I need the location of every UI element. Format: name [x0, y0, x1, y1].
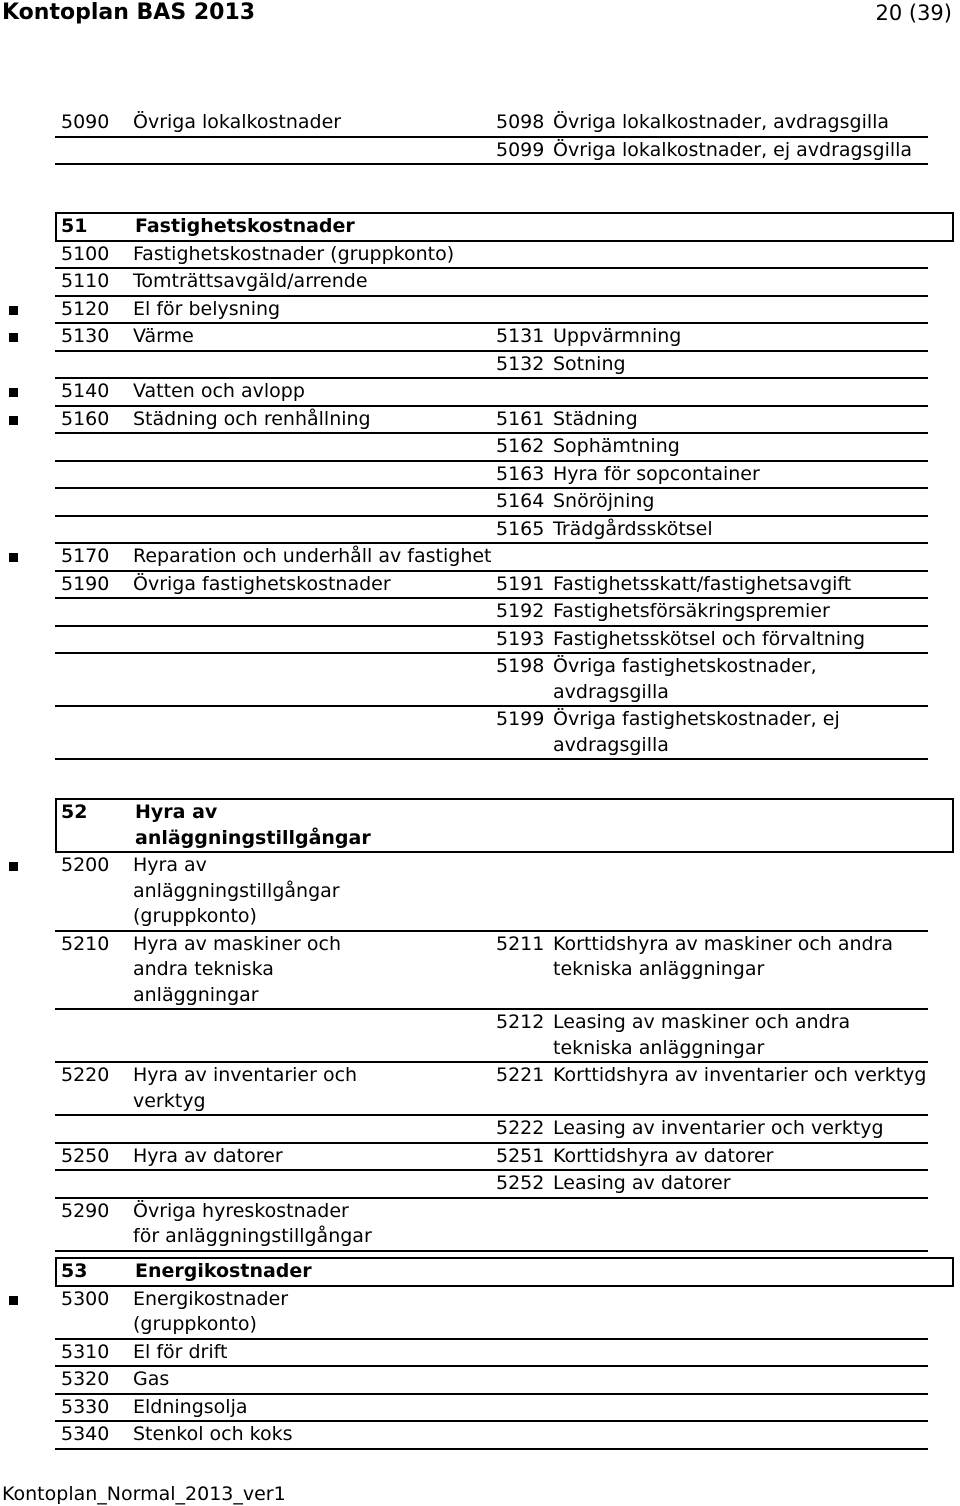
account-code [55, 434, 133, 460]
sub-account-name: Fastighetsskötsel och förvaltning [553, 627, 866, 650]
account-code: 5110 [61, 270, 110, 292]
sub-account-code: 5221 [496, 1064, 545, 1086]
account-name [133, 654, 496, 705]
sub-accounts-empty [378, 1367, 928, 1393]
group-header-row [55, 212, 954, 242]
account-code: 5130 [61, 325, 110, 347]
account-name: Vatten och avlopp [133, 380, 305, 402]
account-code [55, 1116, 133, 1142]
sub-account-code: 5165 [496, 517, 545, 540]
sub-account-code: 5252 [496, 1172, 545, 1194]
account-row [55, 1340, 928, 1368]
sub-account-name: Korttidshyra av inventarier och verktyg [553, 1064, 927, 1086]
account-name [133, 1171, 378, 1197]
sub-account-row [55, 138, 928, 166]
sub-account [496, 352, 928, 378]
sub-accounts-empty [496, 242, 928, 268]
account-code: 5220 [61, 1064, 110, 1086]
sub-account-name: Övriga fastighetskostnader, ej avdragsgilla [553, 708, 840, 756]
bullet-marker [9, 1296, 18, 1305]
account-code: 5160 [61, 407, 110, 430]
account-row [55, 242, 928, 270]
bullet-marker [9, 333, 18, 342]
sub-account-row [55, 1010, 928, 1063]
account-row [55, 1063, 928, 1116]
sub-accounts-empty [378, 853, 928, 930]
sub-account-code: 5199 [496, 708, 545, 730]
group-code: 52 [61, 801, 88, 823]
account-name: El för belysning [133, 297, 281, 320]
account-name [133, 138, 496, 164]
account-name: Reparation och underhåll av fastighet [133, 545, 492, 567]
account-code: 5210 [61, 932, 110, 955]
account-code: 5320 [61, 1368, 110, 1390]
account-row [55, 544, 928, 572]
bullet-marker [9, 306, 18, 315]
sub-account [496, 1171, 928, 1197]
account-code: 5340 [61, 1423, 110, 1445]
account-row [55, 932, 928, 1011]
account-name: Tomträttsavgäld/arrende [133, 270, 368, 292]
sub-accounts-empty [496, 379, 928, 405]
sub-account-name: Sophämtning [553, 435, 680, 457]
account-row [55, 324, 928, 352]
sub-account [496, 627, 928, 653]
account-code [55, 707, 133, 758]
footer-text: Kontoplan_Normal_2013_ver1 [2, 1483, 286, 1505]
account-code [55, 1010, 133, 1061]
group-name: Fastighetskostnader [135, 215, 355, 237]
account-name: Städning och renhållning [133, 407, 371, 430]
sub-account [496, 434, 928, 460]
sub-account-code: 5191 [496, 572, 545, 595]
bullet-marker [9, 862, 18, 871]
sub-account-code: 5132 [496, 352, 545, 375]
group-name: Hyra av anläggningstillgångar [135, 801, 371, 849]
sub-account [496, 489, 928, 515]
sub-account-code: 5211 [496, 932, 545, 955]
sub-account-code: 5163 [496, 462, 545, 485]
sub-account-code: 5164 [496, 490, 545, 512]
account-code [55, 654, 133, 705]
account-row [55, 379, 928, 407]
sub-account-name: Övriga lokalkostnader, ej avdragsgilla [553, 138, 913, 161]
sub-accounts-empty [496, 544, 928, 570]
sub-account [496, 707, 928, 758]
account-name: Övriga hyreskostnader för anläggningstillgångar [133, 1199, 372, 1247]
account-name [133, 517, 496, 543]
account-code [55, 627, 133, 653]
account-code: 5330 [61, 1395, 110, 1418]
sub-account-code: 5099 [496, 138, 545, 161]
sub-account-row [55, 352, 928, 380]
account-code: 5200 [61, 854, 110, 876]
sub-account-name: Leasing av maskiner och andra tekniska anläggningar [553, 1011, 851, 1059]
sub-account-row [55, 599, 928, 627]
account-name: Fastighetskostnader (gruppkonto) [133, 242, 455, 265]
page-title: Kontoplan BAS 2013 [2, 0, 256, 25]
sub-account-row [55, 654, 928, 707]
sub-account-row [55, 1171, 928, 1199]
sub-account-row [55, 462, 928, 490]
account-code [55, 462, 133, 488]
account-row [55, 853, 928, 932]
sub-account [496, 599, 928, 625]
group-header-row [55, 798, 954, 853]
sub-account-code: 5098 [496, 111, 545, 133]
sub-account [496, 324, 928, 350]
account-row [55, 572, 928, 600]
sub-account-row [55, 517, 928, 545]
bullet-marker [9, 416, 18, 425]
account-name [133, 1010, 378, 1061]
account-code [55, 1171, 133, 1197]
sub-accounts-empty [378, 1199, 928, 1250]
account-name: El för drift [133, 1340, 228, 1363]
account-code: 5300 [61, 1287, 110, 1310]
account-name [133, 627, 496, 653]
account-name: Energikostnader (gruppkonto) [133, 1287, 289, 1335]
sub-account-name: Korttidshyra av maskiner och andra tekniska anläggningar [553, 932, 894, 980]
account-name: Hyra av anläggningstillgångar (gruppkonto) [133, 854, 340, 927]
account-name: Eldningsolja [133, 1395, 248, 1418]
account-row [55, 1395, 928, 1423]
account-code: 5250 [61, 1144, 110, 1167]
account-name: Hyra av inventarier och verktyg [133, 1064, 358, 1112]
account-name [133, 462, 496, 488]
sub-account [496, 654, 928, 705]
account-row [55, 297, 928, 325]
sub-accounts-empty [496, 297, 928, 323]
sub-account [496, 572, 928, 598]
account-code [55, 352, 133, 378]
account-name [133, 1116, 378, 1142]
group-header-row [55, 1257, 954, 1287]
sub-account-name: Leasing av inventarier och verktyg [553, 1117, 884, 1139]
sub-account-name: Uppvärmning [553, 325, 682, 347]
sub-account [496, 1116, 928, 1142]
account-code [55, 517, 133, 543]
sub-account [496, 407, 928, 433]
sub-account [496, 110, 928, 136]
sub-account-row [55, 1116, 928, 1144]
sub-account-name: Leasing av datorer [553, 1172, 731, 1194]
account-code [55, 138, 133, 164]
sub-account-code: 5192 [496, 600, 545, 622]
sub-account [496, 1010, 928, 1061]
account-block-50 [55, 110, 928, 165]
sub-account-name: Sotning [553, 352, 626, 375]
sub-account-code: 5212 [496, 1011, 545, 1033]
account-row [55, 269, 928, 297]
account-name: Hyra av maskiner och andra tekniska anläggningar [133, 932, 341, 1006]
account-name: Gas [133, 1368, 170, 1390]
account-block-51 [55, 212, 928, 760]
sub-account-name: Övriga fastighetskostnader, avdragsgilla [553, 655, 817, 703]
account-name: Hyra av datorer [133, 1144, 283, 1167]
sub-account-row [55, 434, 928, 462]
account-code: 5100 [61, 242, 110, 265]
sub-account-row [55, 489, 928, 517]
group-code: 51 [61, 215, 88, 237]
group-name: Energikostnader [135, 1260, 312, 1282]
group-code: 53 [61, 1260, 88, 1282]
sub-account-name: Fastighetsförsäkringspremier [553, 600, 830, 622]
account-code: 5190 [61, 572, 110, 595]
sub-account [496, 932, 928, 1009]
sub-account-code: 5162 [496, 435, 545, 457]
account-code: 5170 [61, 545, 110, 567]
account-block-52 [55, 798, 928, 1252]
sub-account-name: Städning [553, 407, 638, 430]
sub-account-name: Hyra för sopcontainer [553, 462, 760, 485]
account-name [133, 707, 496, 758]
account-code: 5090 [61, 111, 110, 133]
account-row [55, 1144, 928, 1172]
sub-accounts-empty [378, 1287, 928, 1338]
account-name [133, 434, 496, 460]
account-block-53 [55, 1257, 928, 1450]
account-name: Värme [133, 325, 194, 347]
account-row [55, 1287, 928, 1340]
account-name [133, 599, 496, 625]
sub-account [496, 1144, 928, 1170]
sub-account-code: 5198 [496, 655, 545, 677]
sub-account-name: Trädgårdsskötsel [553, 517, 713, 540]
sub-account-row [55, 707, 928, 760]
account-row [55, 1422, 928, 1450]
sub-account [496, 138, 928, 164]
sub-account-code: 5251 [496, 1144, 545, 1167]
sub-account [496, 1063, 928, 1114]
account-code [55, 489, 133, 515]
bullet-marker [9, 553, 18, 562]
account-name [133, 352, 496, 378]
account-name: Övriga lokalkostnader [133, 111, 342, 133]
sub-account-name: Fastighetsskatt/fastighetsavgift [553, 572, 852, 595]
sub-account-code: 5222 [496, 1117, 545, 1139]
sub-accounts-empty [378, 1395, 928, 1421]
sub-account-name: Korttidshyra av datorer [553, 1144, 774, 1167]
account-row [55, 110, 928, 138]
account-name: Stenkol och koks [133, 1423, 293, 1445]
sub-accounts-empty [378, 1422, 928, 1448]
account-code: 5290 [61, 1199, 110, 1222]
page-number: 20 (39) [875, 1, 952, 25]
account-row [55, 407, 928, 435]
sub-account [496, 517, 928, 543]
bullet-marker [9, 388, 18, 397]
sub-account-code: 5131 [496, 325, 545, 347]
sub-account-code: 5161 [496, 407, 545, 430]
account-name: Övriga fastighetskostnader [133, 572, 391, 595]
sub-account [496, 462, 928, 488]
account-row [55, 1367, 928, 1395]
account-row [55, 1199, 928, 1252]
account-code: 5310 [61, 1340, 110, 1363]
account-code: 5140 [61, 380, 110, 402]
sub-account-code: 5193 [496, 627, 545, 650]
account-code [55, 599, 133, 625]
sub-accounts-empty [378, 1340, 928, 1366]
sub-account-name: Snöröjning [553, 490, 655, 512]
sub-account-name: Övriga lokalkostnader, avdragsgilla [553, 111, 890, 133]
account-name [133, 489, 496, 515]
sub-accounts-empty [496, 269, 928, 295]
sub-account-row [55, 627, 928, 655]
account-code: 5120 [61, 297, 110, 320]
